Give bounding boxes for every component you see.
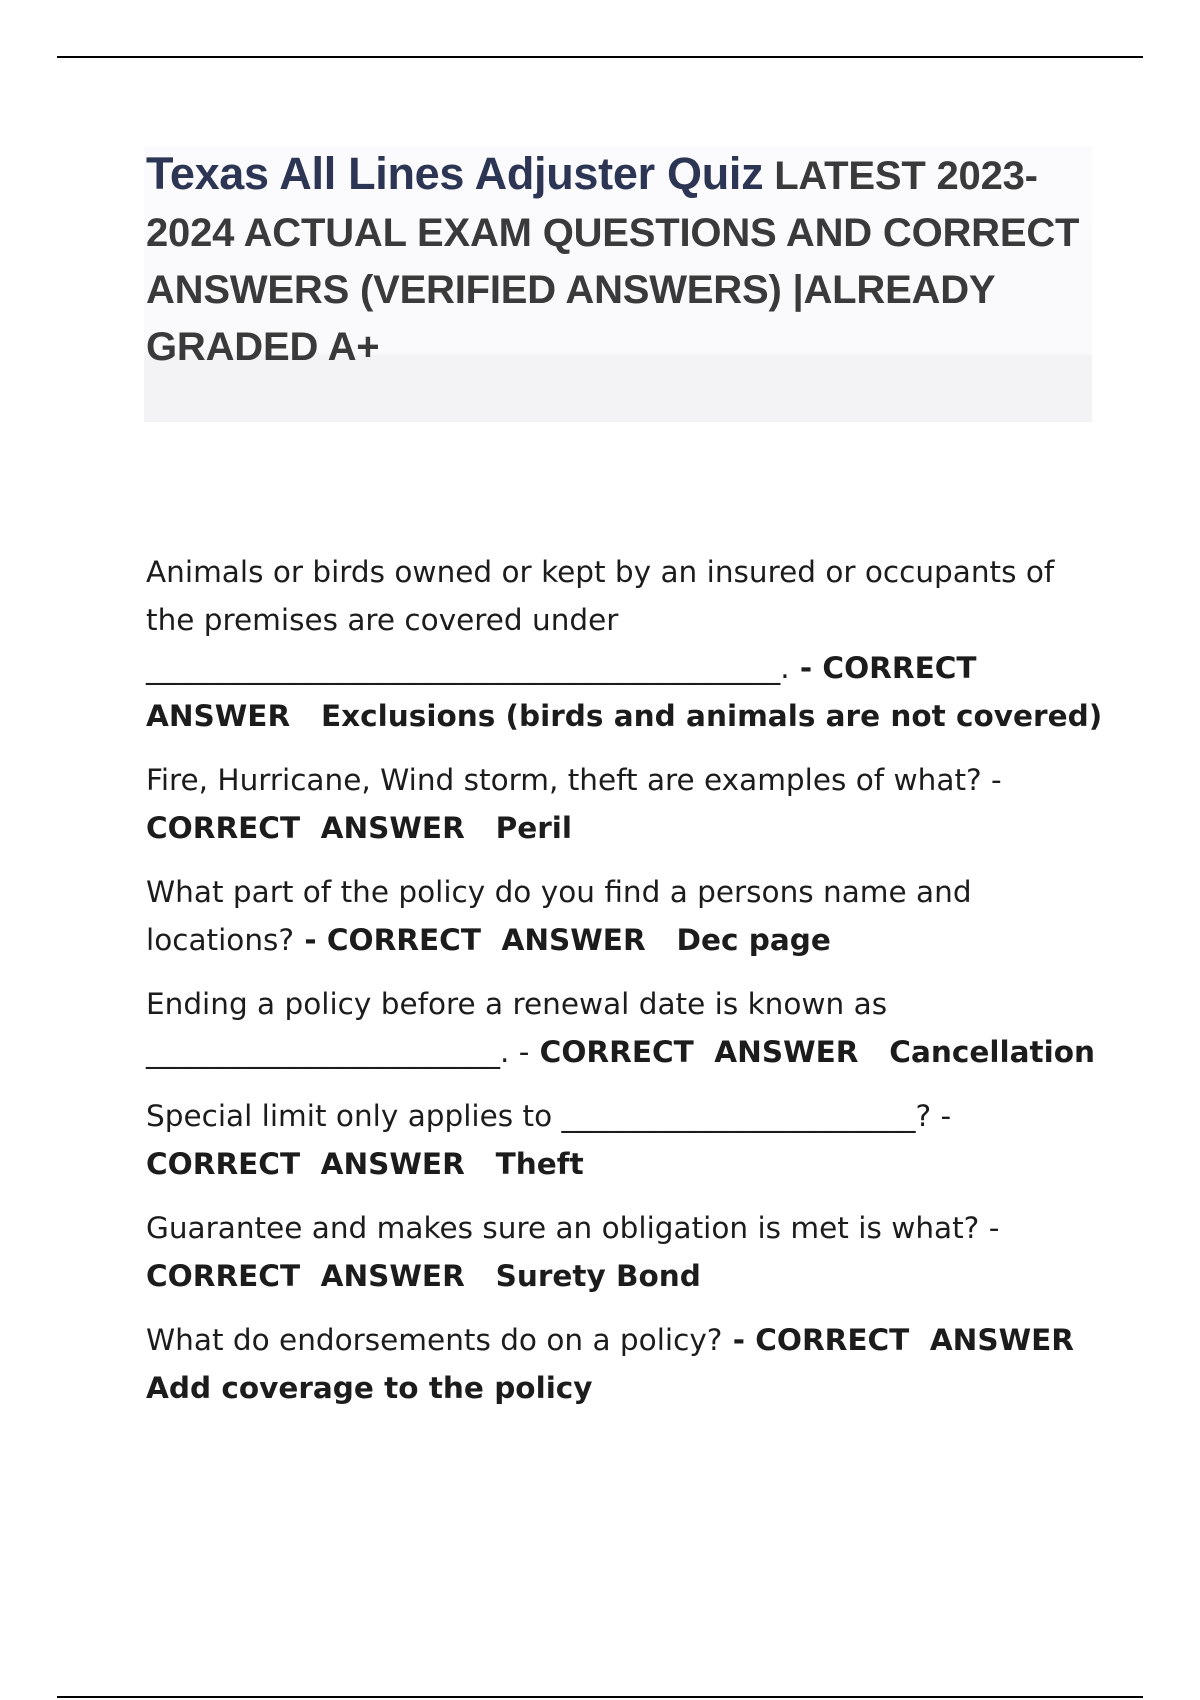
- answer-text: Dec page: [645, 923, 831, 957]
- answer-label: CORRECT ANSWER: [146, 1099, 962, 1181]
- answer-text: Cancellation: [858, 1035, 1095, 1069]
- answer-label: CORRECT ANSWER: [529, 1035, 859, 1069]
- qa-item: [146, 1316, 1106, 1412]
- question-text: What do endorsements do on a policy?: [146, 1323, 723, 1357]
- answer-text: Surety Bond: [464, 1259, 701, 1293]
- title-subtitle: LATEST 2023-2024 ACTUAL EXAM QUESTIONS AND CORRECT ANSWERS (VERIFIED ANSWERS) |ALREADY GRADED A+: [146, 154, 1080, 369]
- answer-label: CORRECT ANSWER: [146, 763, 1012, 845]
- top-rule: [57, 56, 1143, 58]
- answer-text: Theft: [464, 1147, 584, 1181]
- document-title: [146, 150, 1086, 380]
- question-text: Special limit only applies to ________________________? -: [146, 1099, 952, 1133]
- answer-label: - CORRECT ANSWER: [146, 651, 987, 733]
- qa-item: [146, 1204, 1106, 1300]
- question-text: Ending a policy before a renewal date is known as ________________________. -: [146, 987, 888, 1069]
- answer-label: - CORRECT ANSWER: [722, 1323, 1075, 1357]
- title-main: Texas All Lines Adjuster Quiz: [146, 148, 764, 199]
- question-text: What part of the policy do you find a persons name and locations?: [146, 875, 972, 957]
- answer-label: - CORRECT ANSWER: [294, 923, 646, 957]
- qa-list: [146, 548, 1106, 1428]
- answer-label: CORRECT ANSWER: [146, 1211, 1010, 1293]
- question-text: Fire, Hurricane, Wind storm, theft are examples of what? -: [146, 763, 1002, 797]
- qa-item: [146, 1092, 1106, 1188]
- answer-text: Add coverage to the policy: [146, 1323, 1085, 1405]
- answer-text: Peril: [464, 811, 573, 845]
- qa-item: [146, 548, 1106, 740]
- qa-item: [146, 868, 1106, 964]
- question-text: Animals or birds owned or kept by an insured or occupants of the premises are covered under ___________________________________________.: [146, 555, 1055, 685]
- qa-item: [146, 980, 1106, 1076]
- question-text: Guarantee and makes sure an obligation is met is what? -: [146, 1211, 1000, 1245]
- answer-text: Exclusions (birds and animals are not covered): [290, 699, 1103, 733]
- bottom-rule: [57, 1696, 1143, 1698]
- qa-item: [146, 756, 1106, 852]
